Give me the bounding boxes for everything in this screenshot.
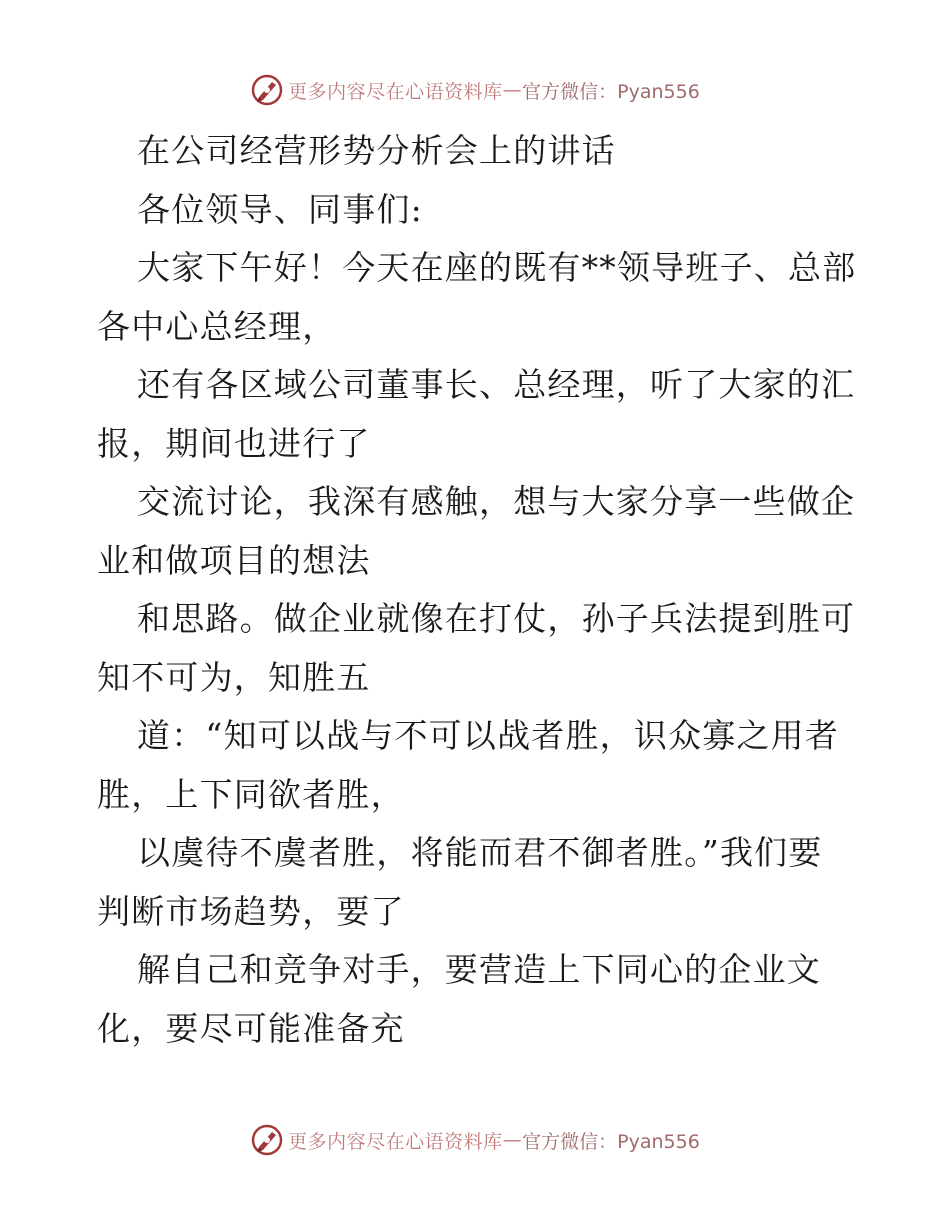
- text-line: 各中心总经理，: [97, 306, 337, 346]
- text-line: 化，要尽可能准备充: [97, 1008, 405, 1048]
- banner-dash: —: [502, 79, 523, 101]
- text-line: 胜，上下同欲者胜，: [97, 774, 405, 814]
- text-line: 大家下午好！今天在座的既有**领导班子、总部: [137, 248, 857, 287]
- banner-dash: —: [502, 1129, 523, 1151]
- pen-logo-icon: [250, 1123, 284, 1157]
- text-line: 业和做项目的想法: [97, 540, 371, 580]
- footer-banner: [0, 1120, 950, 1160]
- document-body: [97, 122, 857, 1058]
- text-line: 各位领导、同事们:: [137, 189, 423, 229]
- banner-site-text: 更多内容尽在心语资料库: [288, 1130, 503, 1153]
- banner-site-text: 更多内容尽在心语资料库: [288, 80, 503, 103]
- header-banner: [0, 70, 950, 110]
- text-line: 知不可为，知胜五: [97, 657, 371, 697]
- text-line: 以虞待不虞者胜，将能而君不御者胜。”我们要: [137, 833, 823, 872]
- text-line: 交流讨论，我深有感触，想与大家分享一些做企: [137, 482, 856, 521]
- text-line: 和思路。做企业就像在打仗，孙子兵法提到胜可: [137, 599, 856, 638]
- text-line: 解自己和竞争对手，要营造上下同心的企业文: [137, 950, 821, 989]
- text-line: 判断市场趋势，要了: [97, 891, 405, 931]
- text-line: 还有各区域公司董事长、总经理，听了大家的汇: [137, 365, 856, 404]
- text-line: 在公司经营形势分析会上的讲话: [137, 131, 616, 170]
- text-line: 道：“知可以战与不可以战者胜，识众寡之用者: [137, 716, 840, 755]
- pen-logo-icon: [250, 73, 284, 107]
- text-line: 报，期间也进行了: [97, 423, 371, 463]
- banner-wechat-text: 官方微信：Pyan556: [522, 1130, 700, 1153]
- banner-inner: [250, 73, 700, 107]
- banner-inner: [250, 1123, 700, 1157]
- banner-wechat-text: 官方微信：Pyan556: [522, 80, 700, 103]
